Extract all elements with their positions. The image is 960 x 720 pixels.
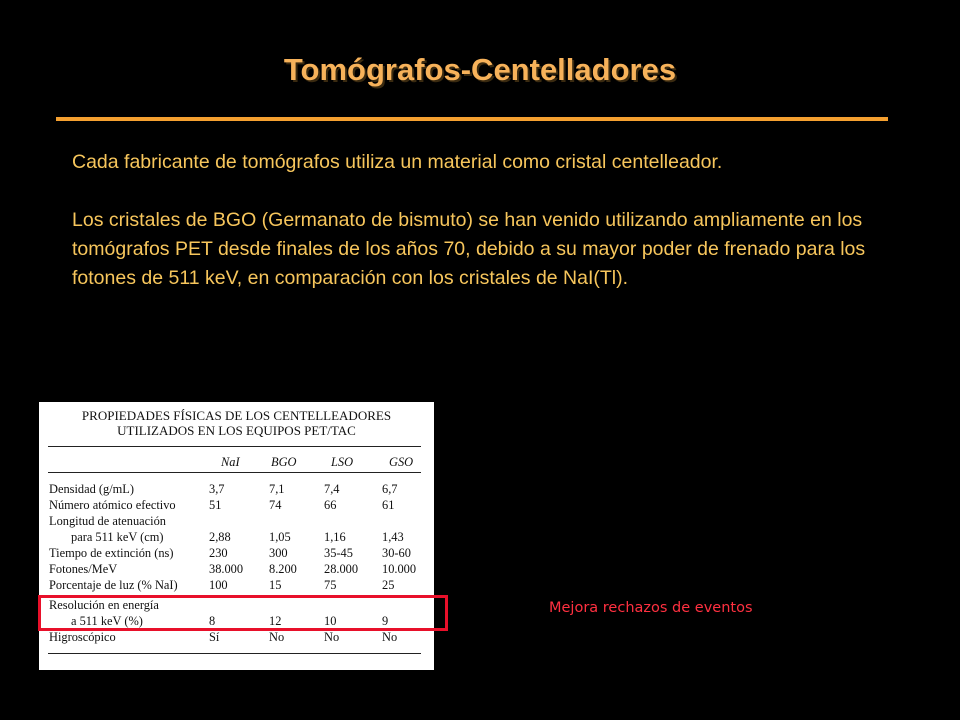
table-cell: 7,1 bbox=[269, 482, 285, 496]
table-cell: 15 bbox=[269, 578, 282, 592]
table-row-label: Número atómico efectivo bbox=[49, 498, 176, 512]
table-cell: 66 bbox=[324, 498, 337, 512]
table-cell: 38.000 bbox=[209, 562, 244, 576]
table-cell: 1,16 bbox=[324, 530, 346, 544]
table-cell: 3,7 bbox=[209, 482, 225, 496]
table-cell: 1,05 bbox=[269, 530, 291, 544]
column-header-gso: GSO bbox=[389, 455, 414, 469]
table-row-label: Fotones/MeV bbox=[49, 562, 118, 576]
table-rule-header bbox=[48, 472, 421, 473]
table-cell: Sí bbox=[209, 630, 220, 644]
column-header-bgo: BGO bbox=[271, 455, 297, 469]
table-rule-bottom bbox=[48, 653, 421, 654]
annotation-text: Mejora rechazos de eventos bbox=[549, 600, 753, 616]
table-cell: 2,88 bbox=[209, 530, 231, 544]
table-rule-top bbox=[48, 446, 421, 447]
table-row-label: Tiempo de extinción (ns) bbox=[49, 546, 174, 560]
table-cell: 12 bbox=[269, 614, 282, 628]
table-cell: 8.200 bbox=[269, 562, 297, 576]
table-cell: 100 bbox=[209, 578, 228, 592]
slide-body bbox=[72, 148, 872, 322]
slide-title: Tomógrafos-Centelladores bbox=[283, 52, 677, 87]
table-row-label: a 511 keV (%) bbox=[71, 614, 143, 628]
table-cell: 61 bbox=[382, 498, 395, 512]
table-cell: 6,7 bbox=[382, 482, 398, 496]
paragraph-bgo: Los cristales de BGO (Germanato de bismuto) se han venido utilizando ampliamente en los tomógrafos PET desde finales de los años 70, debido a su mayor poder de frenado para los fotones de 511 keV, en comparación con los cristales de NaI(Tl). bbox=[72, 209, 866, 289]
table-cell: No bbox=[382, 630, 398, 644]
table-heading-line-1: PROPIEDADES FÍSICAS DE LOS CENTELLEADORES bbox=[81, 408, 392, 423]
table-cell: 74 bbox=[269, 498, 282, 512]
title-divider bbox=[56, 117, 888, 121]
table-cell: 75 bbox=[324, 578, 337, 592]
table-cell: 300 bbox=[269, 546, 288, 560]
table-cell: 10.000 bbox=[382, 562, 417, 576]
table-cell: No bbox=[269, 630, 285, 644]
table-cell: 10 bbox=[324, 614, 337, 628]
table-cell: 1,43 bbox=[382, 530, 404, 544]
table-cell: 51 bbox=[209, 498, 222, 512]
scintillator-properties-table bbox=[39, 402, 434, 670]
table-row-label: Higroscópico bbox=[49, 630, 116, 644]
column-header-nai: NaI bbox=[221, 455, 240, 469]
column-header-lso: LSO bbox=[331, 455, 354, 469]
table-cell: 35-45 bbox=[324, 546, 353, 560]
table-cell: 28.000 bbox=[324, 562, 359, 576]
table-row-label: Densidad (g/mL) bbox=[49, 482, 134, 496]
table-cell: 9 bbox=[382, 614, 389, 628]
table-cell: 8 bbox=[209, 614, 216, 628]
paragraph-intro: Cada fabricante de tomógrafos utiliza un material como cristal centelleador. bbox=[72, 151, 723, 173]
table-cell: 230 bbox=[209, 546, 228, 560]
table-row-label: Resolución en energía bbox=[49, 598, 159, 612]
table-row-label: para 511 keV (cm) bbox=[71, 530, 164, 544]
table-cell: 30-60 bbox=[382, 546, 411, 560]
table-row-label: Longitud de atenuación bbox=[49, 514, 166, 528]
table-cell: 7,4 bbox=[324, 482, 340, 496]
table-heading bbox=[39, 408, 434, 438]
table-cell: 25 bbox=[382, 578, 395, 592]
table-heading-line-2: UTILIZADOS EN LOS EQUIPOS PET/TAC bbox=[117, 423, 356, 438]
table-cell: No bbox=[324, 630, 340, 644]
table-row-label: Porcentaje de luz (% NaI) bbox=[49, 578, 178, 592]
